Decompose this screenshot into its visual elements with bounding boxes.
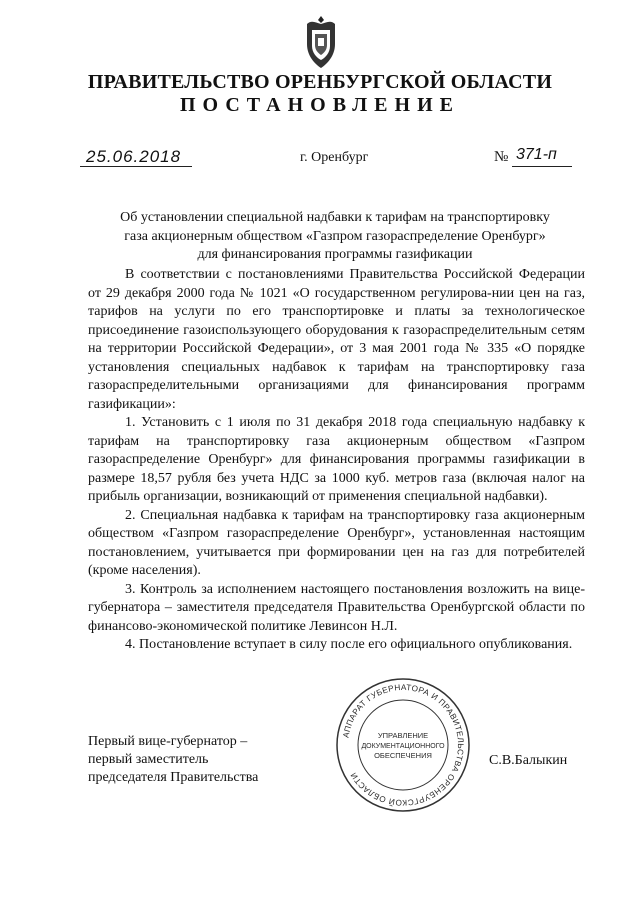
clause-paragraph: 3. Контроль за исполнением настоящего постановления возложить на вице-губернатора – заместителя председателя Правительства Оренбургской области по финансово-экономической политике Левинсон Н.Л. <box>88 581 585 634</box>
document-number: 371-п <box>516 146 557 163</box>
document-city: г. Оренбург <box>300 150 369 165</box>
coat-of-arms-emblem <box>301 14 341 70</box>
signatory-role-line: первый заместитель <box>88 752 209 767</box>
svg-text:ОБЕСПЕЧЕНИЯ: ОБЕСПЕЧЕНИЯ <box>374 751 432 760</box>
document-subject <box>100 209 570 265</box>
date-underline <box>80 166 192 167</box>
subject-line: для финансирования программы газификации <box>197 247 473 262</box>
svg-text:АППАРАТ ГУБЕРНАТОРА И ПРАВИТЕЛ: АППАРАТ ГУБЕРНАТОРА И ПРАВИТЕЛЬСТВА ОРЕНБУРГСКОЙ ОБЛАСТИ <box>341 682 466 808</box>
signatory-role <box>88 733 258 787</box>
subject-line: Об установлении специальной надбавки к тарифам на транспортировку <box>120 210 550 225</box>
number-underline <box>512 166 572 167</box>
signatory-role-line: Первый вице-губернатор – <box>88 734 248 749</box>
document-type-title: ПОСТАНОВЛЕНИЕ <box>180 94 460 116</box>
document-body <box>88 266 585 655</box>
clause-paragraph: 2. Специальная надбавка к тарифам на транспортировку газа акционерным обществом «Газпром газораспределение Оренбург», установленная настоящим постановлением, учитывается при формировании цен на газ для потребителей (кроме населения). <box>88 507 585 578</box>
subject-line: газа акционерным обществом «Газпром газораспределение Оренбург» <box>124 228 546 244</box>
document-date: 25.06.2018 <box>86 147 182 166</box>
government-title: ПРАВИТЕЛЬСТВО ОРЕНБУРГСКОЙ ОБЛАСТИ <box>87 71 553 93</box>
number-sign: № <box>494 149 509 165</box>
official-stamp <box>334 676 472 814</box>
svg-text:ДОКУМЕНТАЦИОННОГО: ДОКУМЕНТАЦИОННОГО <box>361 743 445 750</box>
clause-paragraph: 4. Постановление вступает в силу после его официального опубликования. <box>125 637 573 652</box>
preamble-paragraph: В соответствии с постановлениями Правительства Российской Федерации от 29 декабря 2000 года № 1021 «О государственном регулирова-нии цен на газ, тарифов на услуги по его транспортировке и платы за технологическое присоединение газоиспользующего оборудования к газораспределительным сетям на территории Российской Федерации», от 3 мая 2001 года № 335 «О порядке установления специальных надбавок к тарифам на транспортировку газа газораспределительными организациями для финансирования программ газификации»: <box>88 267 585 412</box>
svg-text:УПРАВЛЕНИЕ: УПРАВЛЕНИЕ <box>377 731 429 740</box>
clause-paragraph: 1. Установить с 1 июля по 31 декабря 2018 года специальную надбавку к тарифам на транспортировку газа акционерным обществом «Газпром газораспределение Оренбург» для финансирования программы газификации в размере 18,57 рубля без учета НДС за 1000 куб. метров газа (включая налог на прибыль организации, возникающий от применения специальной надбавки). <box>88 415 585 504</box>
signatory-name: С.В.Балыкин <box>489 753 568 768</box>
signatory-role-line: председателя Правительства <box>88 770 259 785</box>
